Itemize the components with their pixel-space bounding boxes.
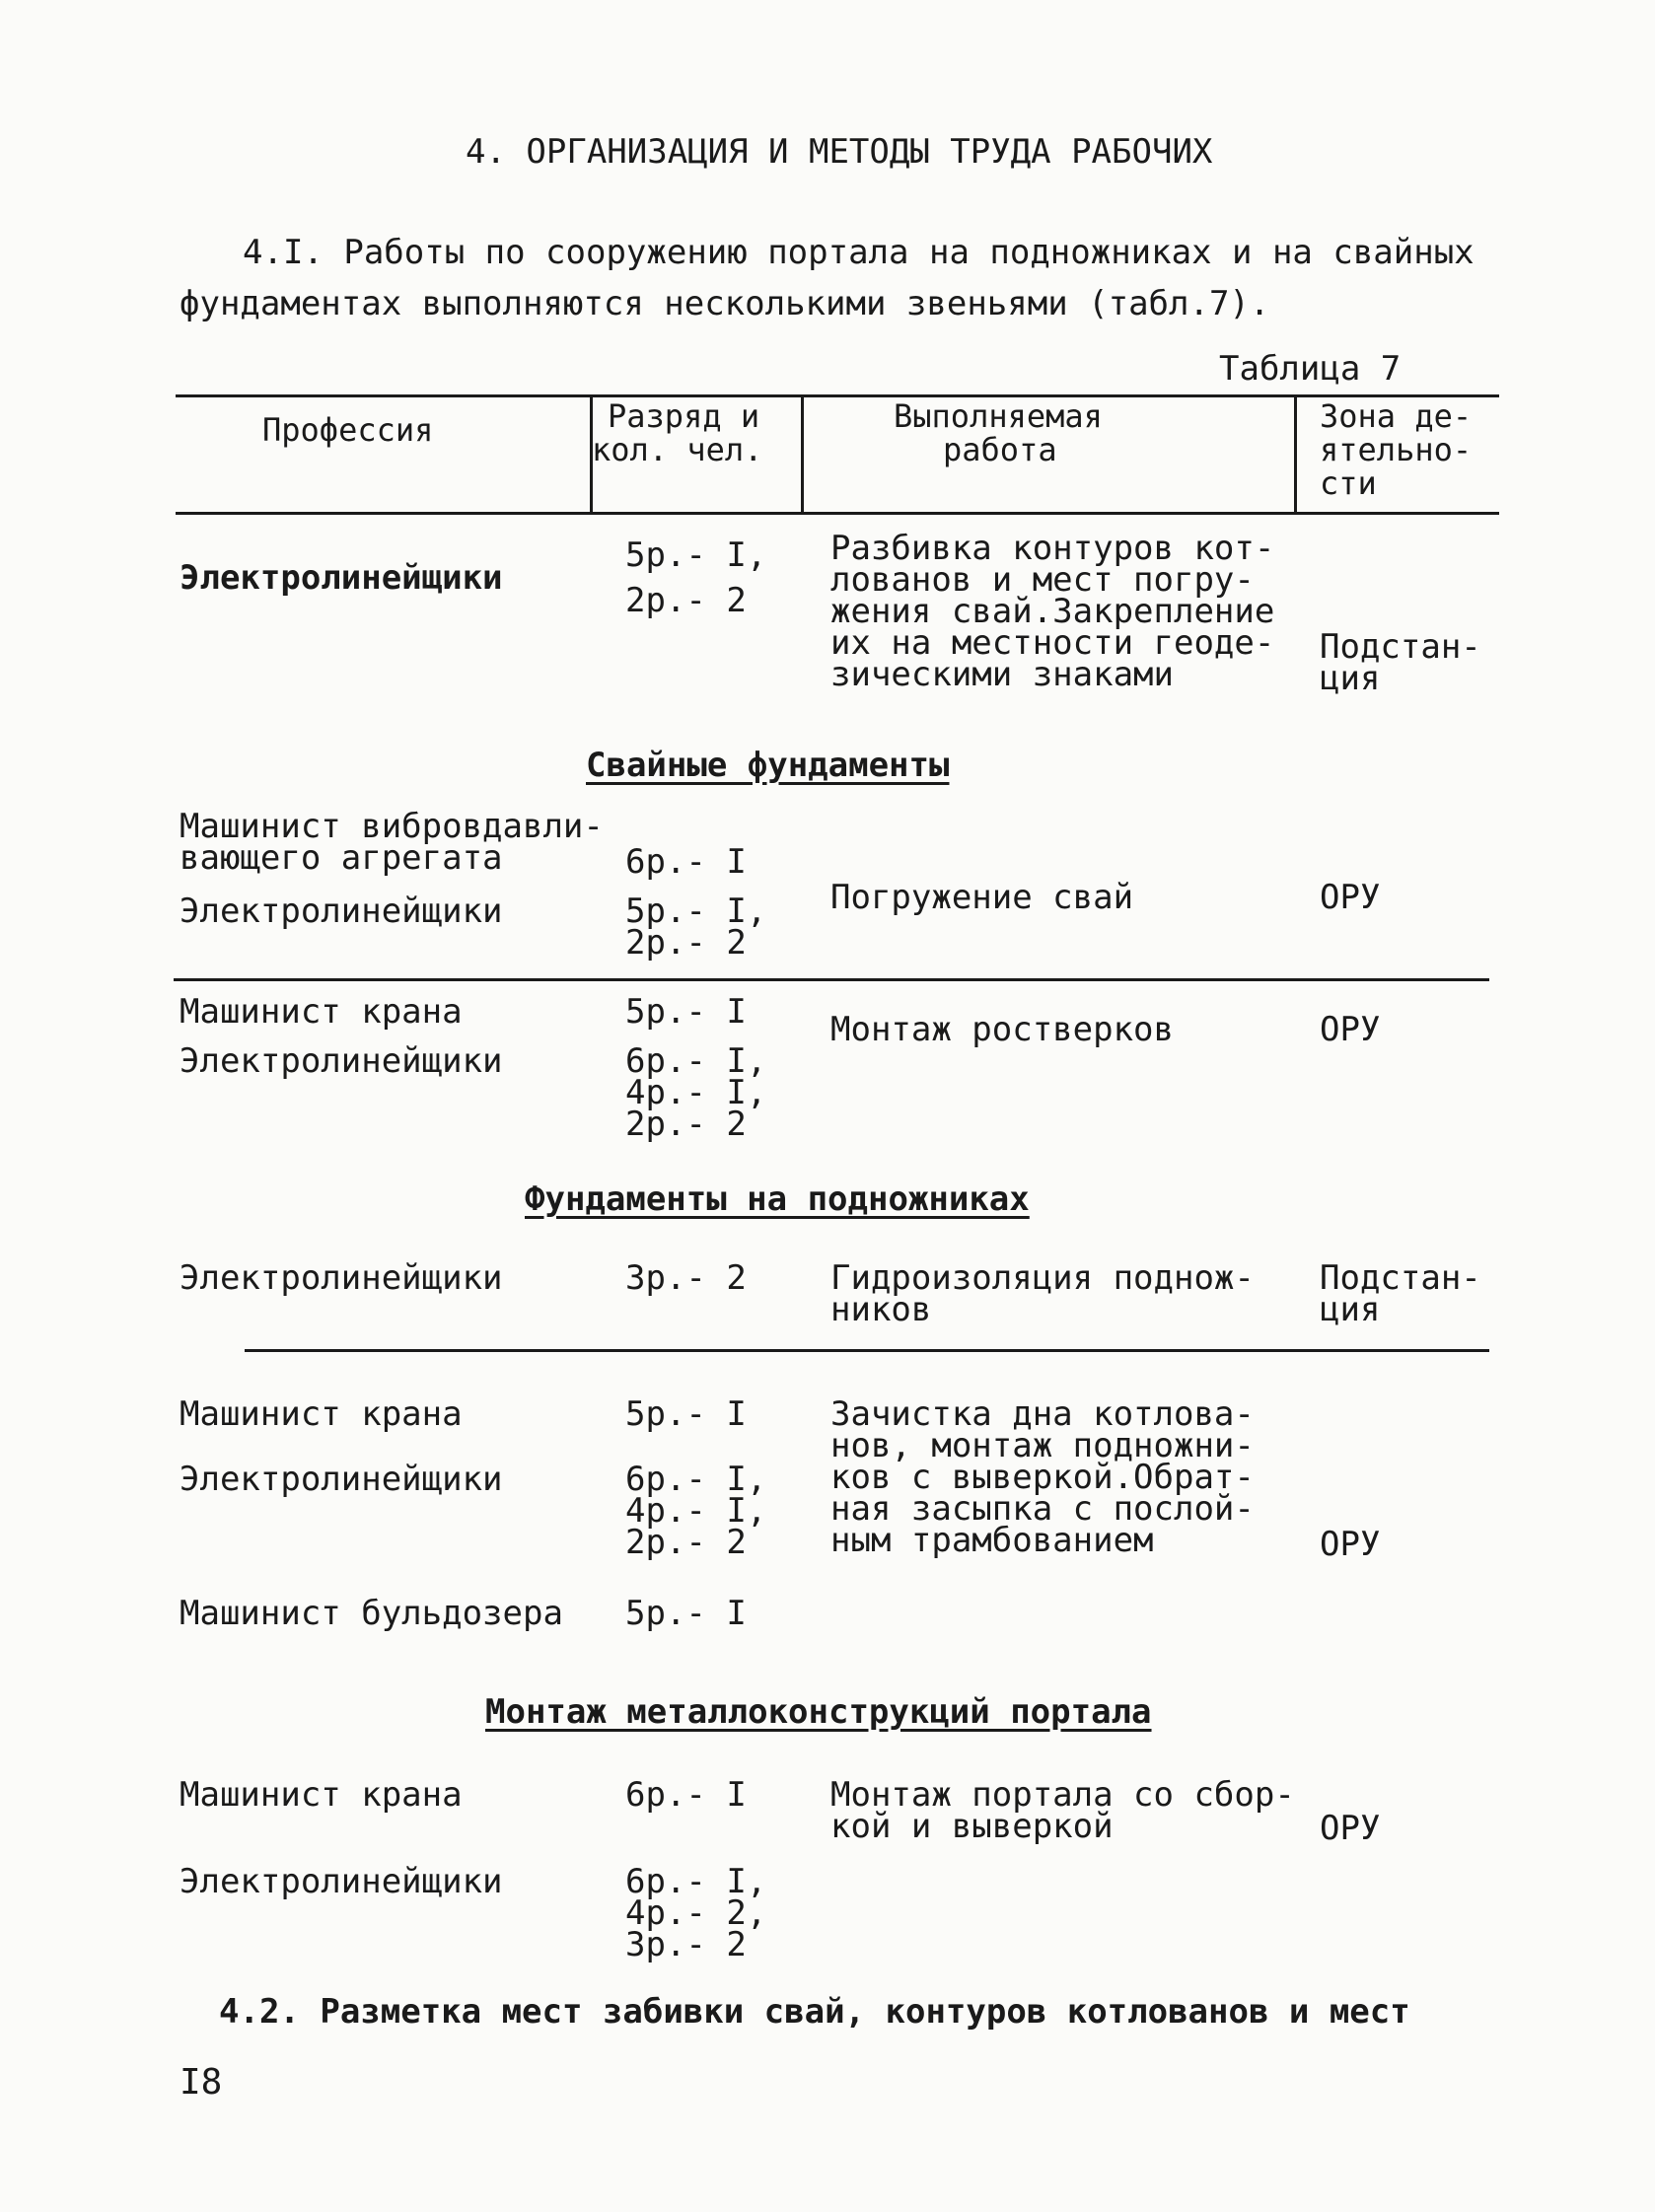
row6-grade-crane: 6р.- I	[625, 1775, 747, 1815]
row5-work: Зачистка дна котлова- нов, монтаж подножни- ков с выверкой.Обрат- ная засыпка с послой- ным трамбованием	[830, 1394, 1255, 1560]
intro-line-2: фундаментах выполняются несколькими звеньями (табл.7).	[180, 284, 1270, 323]
section-pile-foundations: Свайные фундаменты	[586, 746, 950, 785]
header-col-divider-2	[801, 394, 804, 515]
paragraph-4-2: 4.2. Разметка мест забивки свай, контуров котлованов и мест	[219, 1992, 1410, 2032]
section-footing-foundations: Фундаменты на подножниках	[525, 1179, 1030, 1219]
row5-grade-linemen: 6р.- I, 4р.- I, 2р.- 2	[625, 1460, 767, 1562]
section-portal-steel-assembly: Монтаж металлоконструкций портала	[485, 1692, 1152, 1732]
column-header-zone-line-2: ятельно-	[1320, 431, 1473, 468]
row2-grade-operator: 6р.- I	[625, 842, 747, 882]
row6-work: Монтаж портала со сбор- кой и выверкой	[830, 1775, 1295, 1846]
row6-zone: ОРУ	[1320, 1809, 1381, 1848]
row6-grade-linemen: 6р.- I, 4р.- 2, 3р.- 2	[625, 1862, 767, 1964]
column-header-zone-line-3: сти	[1320, 464, 1377, 502]
row5-zone: ОРУ	[1320, 1525, 1381, 1564]
row2-work: Погружение свай	[830, 878, 1134, 917]
row4-profession: Электролинейщики	[180, 1258, 503, 1298]
row3-work: Монтаж ростверков	[830, 1010, 1174, 1049]
table-top-rule	[176, 394, 1499, 397]
row3-grade-linemen: 6р.- I, 4р.- I, 2р.- 2	[625, 1041, 767, 1144]
column-header-work-line-1: Выполняемая	[894, 397, 1103, 435]
table-label: Таблица 7	[1219, 349, 1402, 389]
row5-profession-crane: Машинист крана	[180, 1394, 463, 1434]
row1-profession: Электролинейщики	[180, 558, 503, 598]
row3-profession-crane: Машинист крана	[180, 992, 463, 1032]
row6-profession-crane: Машинист крана	[180, 1775, 463, 1815]
row4-work: Гидроизоляция поднож- ников	[830, 1258, 1255, 1329]
row2-zone: ОРУ	[1320, 878, 1381, 917]
column-header-grade-line-2: кол. чел.	[592, 431, 763, 468]
row4-zone: Подстан- ция	[1320, 1258, 1481, 1329]
column-header-zone-line-1: Зона де-	[1320, 397, 1473, 435]
row1-work: Разбивка контуров кот- лованов и мест погру- жения свай.Закрепление их на местности геоде- зическими знаками	[830, 529, 1275, 694]
row2-grade-linemen: 5р.- I, 2р.- 2	[625, 892, 767, 963]
row5-profession-linemen: Электролинейщики	[180, 1460, 503, 1499]
header-col-divider-3	[1294, 394, 1297, 515]
row5-grade-bulldozer: 5р.- I	[625, 1594, 747, 1633]
column-header-profession: Профессия	[262, 411, 434, 449]
row3-profession-linemen: Электролинейщики	[180, 1041, 503, 1081]
row4-grade: 3р.- 2	[625, 1258, 747, 1298]
row4-bottom-rule	[245, 1349, 1489, 1352]
page-number: I8	[180, 2062, 223, 2103]
row1-zone: Подстан- ция	[1320, 627, 1481, 698]
column-header-work-line-2: работа	[943, 431, 1057, 468]
row2-profession-operator: Машинист вибровдавли- вающего агрегата	[180, 807, 604, 878]
row5-profession-bulldozer: Машинист бульдозера	[180, 1594, 563, 1633]
table-header-bottom-rule	[176, 512, 1499, 515]
row3-grade-crane: 5р.- I	[625, 992, 747, 1032]
row6-profession-linemen: Электролинейщики	[180, 1862, 503, 1901]
row3-zone: ОРУ	[1320, 1010, 1381, 1049]
row1-grade: 5р.- I, 2р.- 2	[625, 535, 767, 620]
section-heading: 4. ОРГАНИЗАЦИЯ И МЕТОДЫ ТРУДА РАБОЧИХ	[466, 132, 1213, 172]
row5-grade-crane: 5р.- I	[625, 1394, 747, 1434]
row2-profession-linemen: Электролинейщики	[180, 892, 503, 931]
intro-line-1: 4.I. Работы по сооружению портала на подножниках и на свайных	[243, 233, 1475, 272]
row2-bottom-rule	[174, 978, 1489, 981]
column-header-grade-line-1: Разряд и	[608, 397, 760, 435]
